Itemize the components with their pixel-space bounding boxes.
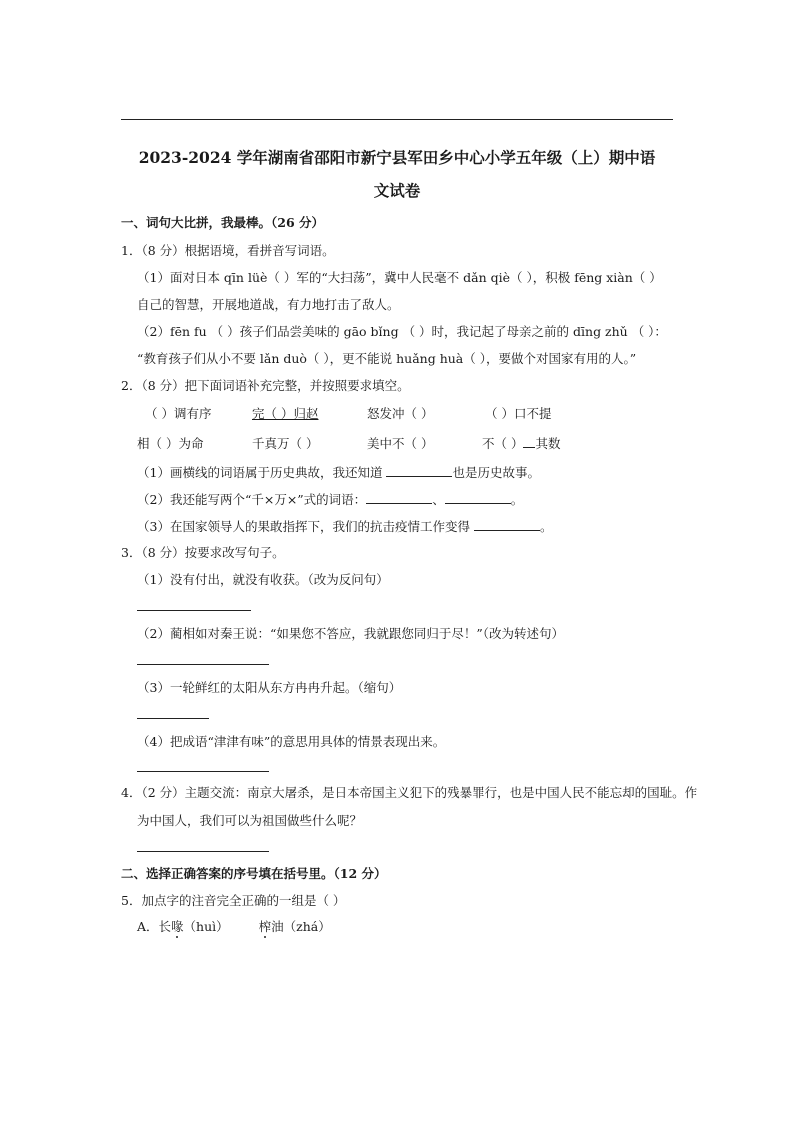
q2-sub2-blank2 (445, 491, 511, 504)
q4-line2: 为中国人，我们可以为祖国做些什么呢？ (137, 813, 363, 828)
q1-part1-line2: 自己的智慧，开展地道战，有力地打击了敌人。 (137, 297, 400, 312)
q2-word-5: 相（ ）为命 (137, 436, 204, 451)
q3-sub1: （1）没有付出，就没有收获。（改为反问句） (137, 572, 389, 587)
q2-sub2-blank1 (366, 491, 432, 504)
exam-title-line1: 2023-2024 学年湖南省邵阳市新宁县军田乡中心小学五年级（上）期中语 (138, 148, 656, 167)
q3-sub2-answer-line (137, 664, 269, 665)
q2-sub3: （3）在国家领导人的果敢指挥下，我们的抗击疫情工作变得 。 (137, 519, 553, 534)
q2-stem: 2．（8 分）把下面词语补充完整，并按照要求填空。 (121, 378, 410, 393)
section2-heading: 二、选择正确答案的序号填在括号里。（12 分） (121, 866, 387, 881)
q4-answer-line (137, 851, 269, 852)
exam-title-line2: 文试卷 (373, 181, 421, 200)
q3-sub1-answer-line (137, 610, 251, 611)
q1-part2-line2: “教育孩子们从小不要 lǎn duò（ ），更不能说 huǎng huà（ ），要做个对国家有用的人。” (137, 351, 637, 366)
q3-sub3-answer-line (137, 718, 209, 719)
q2-word-6: 千真万（ ） (252, 436, 319, 451)
section1-heading: 一、词句大比拼，我最棒。（26 分） (121, 215, 324, 230)
q3-stem: 3．（8 分）按要求改写句子。 (121, 545, 285, 560)
q2-word-8: 不（ ） 其数 (482, 436, 561, 451)
header-rule (121, 119, 673, 120)
q2-sub1: （1）画横线的词语属于历史典故，我还知道 也是历史故事。 (137, 465, 540, 480)
q2-sub3-blank (474, 518, 540, 531)
q1-part1-line1: （1）面对日本 qīn lüè（ ）军的“大扫荡”，冀中人民毫不 dǎn qiè（ ），积极 fēng xiàn（ ） (137, 270, 662, 285)
q2-word-1: （ ）调有序 (145, 406, 212, 421)
q2-sub2: （2）我还能写两个“千×万×”式的词语： 、 。 (137, 492, 524, 507)
q2-word-3: 怒发冲（ ） (367, 406, 434, 421)
q2-word-4: （ ）口不提 (485, 406, 552, 421)
q2-sub1-blank (386, 464, 452, 477)
q5-stem: 5．加点字的注音完全正确的一组是（ ） (121, 893, 346, 908)
q4-line1: 4．（2 分）主题交流：南京大屠杀，是日本帝国主义犯下的残暴罪行，也是中国人民不能忘却的国耻。作 (121, 785, 698, 800)
q1-stem: 1．（8 分）根据语境，看拼音写词语。 (121, 243, 335, 258)
q3-sub4-answer-line (137, 771, 269, 772)
q3-sub4: （4）把成语“津津有味”的意思用具体的情景表现出来。 (137, 734, 446, 749)
q2-word-7: 美中不（ ） (367, 436, 434, 451)
q2-word-2-underlined: 完（ ）归赵 (252, 406, 319, 421)
q3-sub3: （3）一轮鲜红的太阳从东方冉冉升起。（缩句） (137, 680, 402, 695)
q3-sub2: （2）蔺相如对秦王说：“如果您不答应，我就跟您同归于尽！”（改为转述句） (137, 626, 564, 641)
q1-part2-line1: （2）fēn fu （ ）孩子们品尝美味的 gāo bǐng （ ）时，我记起了母亲之前的 dīng zhǔ （ ）： (137, 324, 667, 339)
q5-option-a: A．长喙（huì） 榨油（zhá） (137, 919, 331, 934)
